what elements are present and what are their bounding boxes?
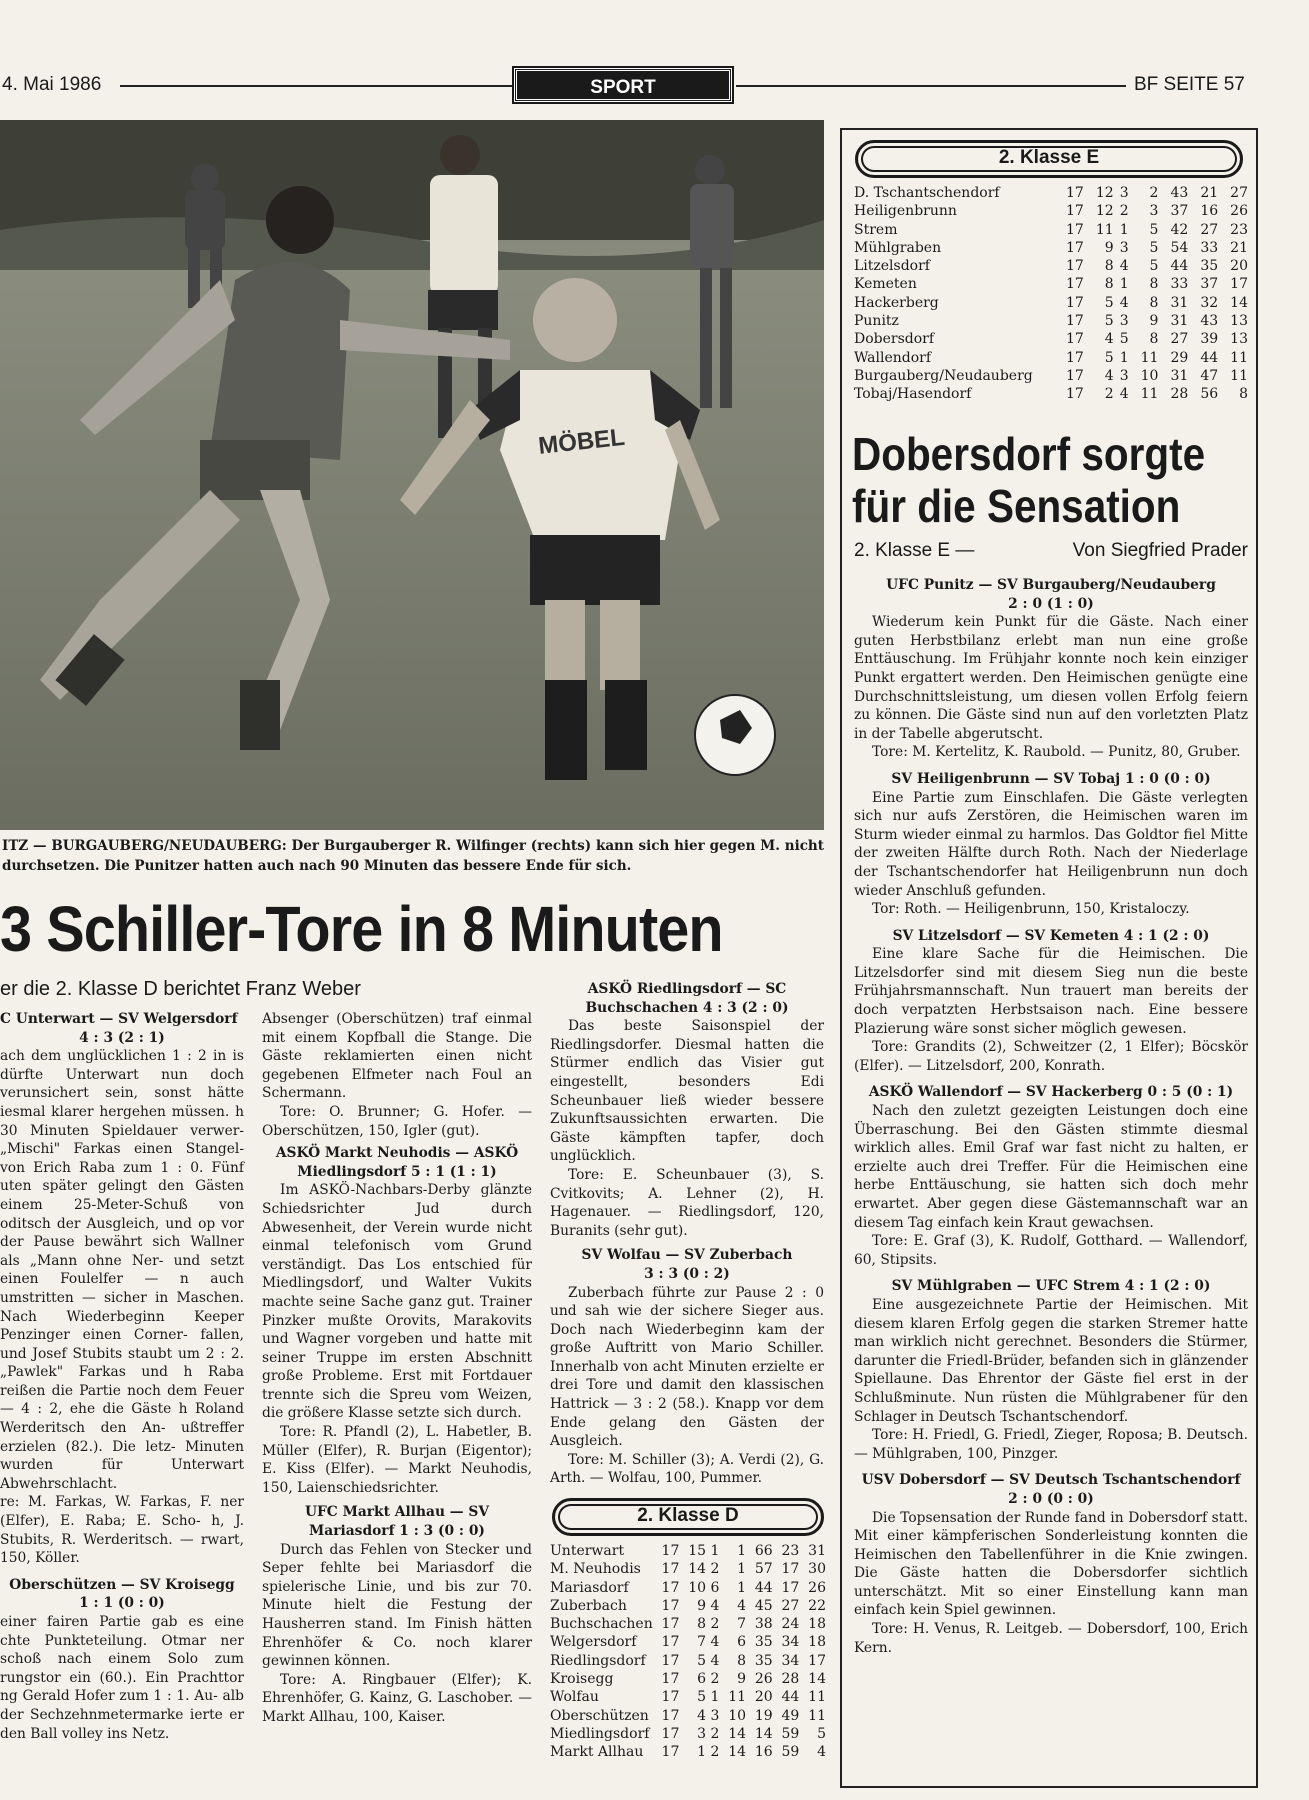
match-score: 1 : 1 (0 : 0) [79,1595,165,1612]
team-stat: 17 [661,1652,680,1669]
team-stat: 27 [1200,221,1219,238]
team-stat: 23 [1230,221,1248,238]
team-stat: 17 [781,1579,800,1596]
team-stat: 44 [754,1579,773,1596]
team-stat: 26 [808,1579,826,1596]
team-stat: 6 [697,1671,707,1688]
team-stat: 17 [1066,294,1084,311]
team-stat: 9 [737,1671,747,1688]
team-stat: 16 [1200,203,1219,220]
team-name: Mühlgraben [854,239,942,256]
team-stat: 17 [781,1561,800,1578]
team-name: Wolfau [550,1689,599,1706]
team-stat: 57 [754,1561,773,1578]
team-stat: 4 [1119,258,1129,275]
team-stat: 10 [688,1579,707,1596]
team-name: Strem [854,221,898,238]
match-score: 4 : 3 (2 : 1) [79,1029,165,1046]
team-stat: 8 [697,1616,707,1633]
team-name: Riedlingsdorf [550,1652,646,1669]
match-scorers: Tore: O. Brunner; G. Hofer. — Oberschützen, 150, Igler (gut). [262,1103,532,1139]
match-report: einer fairen Partie gab es eine chte Punkteteilung. Otmar ner schoß nach einem Solo zum rungstor ein (60.). Ein Prachttor ng Gerald Hofer zum 1 : 1. Au- alb der Sechzehnmetermarke ierte er den Ball volley ins Netz. [0,1614,244,1742]
match-title: SV Heiligenbrunn — SV Tobaj 1 : 0 (0 : 0) [891,770,1211,787]
team-name: Kroisegg [550,1671,614,1688]
team-stat: 2 [1149,185,1159,201]
team-stat: 14 [728,1744,747,1761]
team-name: Miedlingsdorf [550,1725,650,1742]
team-stat: 2 [710,1616,720,1633]
team-stat: 8 [737,1652,747,1669]
team-stat: 8 [1239,386,1248,403]
team-stat: 31 [1170,294,1189,311]
match-scorers: Tore: H. Venus, R. Leitgeb. — Dobersdorf, 100, Erich Kern. [854,1621,1248,1656]
team-stat: 3 [697,1725,707,1742]
header-rule-left [120,85,512,87]
team-stat: 4 [1104,331,1114,348]
team-stat: 17 [1066,221,1084,238]
team-stat: 20 [1230,258,1248,275]
team-stat: 17 [1066,349,1084,366]
team-stat: 17 [1066,185,1084,201]
team-stat: 37 [1170,203,1189,220]
match-scorers: Tore: M. Schiller (3); A. Verdi (2), G. Arth. — Wolfau, 100, Pummer. [550,1451,824,1487]
team-stat: 9 [1104,239,1114,256]
team-stat: 4 [1119,386,1129,403]
team-stat: 34 [781,1634,800,1651]
team-stat: 33 [1200,239,1219,256]
team-stat: 5 [1104,313,1114,330]
team-stat: 11 [1140,349,1159,366]
match-title: USV Dobersdorf — SV Deutsch Tschantschendorf [861,1472,1241,1489]
match-report: Das beste Saisonspiel der Riedlingsdorfer. Diesmal hatten die Stürmer endlich das Visier gut eingestellt, besonders Edi Scheunbauer ließ wieder bessere Zukunftsaussichten erwarten. Die Gäste kämpften tapfer, doch unglücklich. [550,1018,824,1165]
team-stat: 59 [781,1725,800,1742]
page-number: BF SEITE 57 [1134,74,1245,95]
team-stat: 4 [710,1597,720,1614]
team-stat: 4 [1104,367,1114,384]
team-stat: 1 [1119,221,1129,238]
team-name: Markt Allhau [550,1744,644,1761]
team-stat: 39 [1200,331,1219,348]
team-stat: 4 [1119,294,1129,311]
team-stat: 3 [1119,185,1129,201]
team-stat: 17 [661,1543,680,1559]
team-stat: 3 [710,1707,720,1724]
standings-row [550,1743,826,1761]
match-scorers: re: M. Farkas, W. Farkas, F. ner (Elfer), E. Raba; E. Scho- h, J. Stubits, R. Werderitsch. — rwart, 150, Köller. [0,1494,244,1567]
standings-row [854,221,1248,239]
standings-row [854,330,1248,348]
team-name: Mariasdorf [550,1579,629,1596]
team-stat: 12 [1095,203,1114,220]
standings-row [854,349,1248,367]
team-stat: 43 [1200,313,1219,330]
team-stat: 43 [1170,185,1189,201]
team-stat: 1 [1119,349,1129,366]
match-report: Eine Partie zum Einschlafen. Die Gäste verlegten sich nur aufs Zerstören, die Heimischen waren im Sturm wieder einmal zu harmlos. Das Goldtor fiel Mitte der zweiten Hälfte durch Roth. Nach der Niederlage der Tschantschendorfer hat Heiligenbrunn nun doch wieder Anschluß gefunden. [854,789,1248,899]
team-stat: 26 [1230,203,1248,220]
team-stat: 4 [817,1744,826,1761]
team-stat: 1 [737,1561,747,1578]
match-score: 3 : 3 (0 : 2) [644,1265,730,1282]
match-report: Im ASKÖ-Nachbars-Derby glänzte Schiedsrichter Jud durch Abwesenheit, der Verein wurde nicht einmal telefonisch vom Grund verständigt. Das Los entschied für Miedlingsdorf, und Walter Vukits machte seine Sache ganz gut. Trainer Pinzker mußte Orovits, Marakovits und Wagner vorgeben und hatte mit seiner Truppe im ersten Abschnitt große Probleme. Erst mit Fortdauer trennte sich die Spreu vom Weizen, die größere Klasse setzte sich durch. [262,1182,532,1422]
team-stat: 5 [697,1652,707,1669]
team-stat: 3 [1119,313,1129,330]
team-stat: 11 [808,1707,826,1724]
team-stat: 19 [754,1707,773,1724]
standings-row [550,1725,826,1743]
team-stat: 30 [808,1561,826,1578]
team-stat: 1 [697,1744,707,1761]
team-stat: 14 [688,1561,707,1578]
match-scorers: Tor: Roth. — Heiligenbrunn, 150, Kristaloczy. [872,901,1190,918]
standings-row [550,1597,826,1615]
match-title: UFC Punitz — SV Burgauberg/Neudauberg [886,577,1216,593]
team-stat: 17 [661,1579,680,1596]
match-title: UFC Markt Allhau — SV Mariasdorf 1 : 3 (0 : 0) [304,1504,490,1540]
standings-row [854,385,1248,403]
team-stat: 17 [1066,367,1084,384]
team-stat: 5 [817,1725,826,1742]
team-stat: 27 [1230,185,1248,201]
team-stat: 9 [697,1597,707,1614]
team-stat: 16 [754,1744,773,1761]
team-name: Wallendorf [854,349,932,366]
article-column-3 [550,980,824,1488]
match-report: Eine ausgezeichnete Partie der Heimischen. Mit diesem klaren Erfolg gegen die starken Stremer hatte man wirklich nicht gerechnet. Besonders die Stürmer, darunter die Friedl-Brüder, befanden sich in glänzender Spiellaune. Das Ehrentor der Gäste fiel erst in der Schlußminute. Nun rüsten die Mühlgrabener für den Schlager in Deutsch Tschantschendorf. [854,1296,1248,1425]
standings-row [854,202,1248,220]
team-name: Tobaj/Hasendorf [854,386,972,403]
team-name: Dobersdorf [854,331,935,348]
standings-row [854,294,1248,312]
team-stat: 2 [710,1671,720,1688]
team-stat: 56 [1200,386,1219,403]
match-title: ASKÖ Wallendorf — SV Hackerberg 0 : 5 (0 : 1) [868,1084,1234,1101]
team-name: Kemeten [854,276,917,293]
standings-row [550,1633,826,1651]
team-stat: 17 [661,1707,680,1724]
team-stat: 14 [808,1671,826,1688]
standings-row [550,1670,826,1688]
team-stat: 4 [737,1597,747,1614]
standings-row [550,1579,826,1597]
team-stat: 5 [1149,239,1159,256]
match-report: Eine klare Sache für die Heimischen. Die Litzelsdorfer sind mit diesem Sieg nun die beste Frühjahrsmannschaft. Nun trauert man bereits der doch verpatzten Herbstsaison nach. Eine bessere Plazierung wäre sonst sicher möglich gewesen. [854,946,1248,1037]
team-stat: 2 [710,1561,720,1578]
team-stat: 17 [661,1744,680,1761]
team-stat: 28 [1170,386,1189,403]
team-stat: 17 [661,1689,680,1706]
match-scorers: Tore: H. Friedl, G. Friedl, Zieger, Roposa; B. Deutsch. — Mühlgraben, 100, Pinzger. [854,1427,1248,1462]
team-stat: 26 [754,1671,773,1688]
team-stat: 11 [1095,221,1114,238]
match-scorers: Tore: E. Scheunbauer (3), S. Cvitkovits; A. Lehner (2), H. Hagenauer. — Riedlingsdorf, 120, Buranits (sehr gut). [550,1166,824,1239]
team-stat: 13 [1230,331,1248,348]
team-stat: 17 [1066,331,1084,348]
standings-row [854,367,1248,385]
team-stat: 11 [1230,349,1248,366]
team-name: D. Tschantschendorf [854,185,1000,201]
right-byline: 2. Klasse E — Von Siegfried Prader [854,540,1248,561]
article-column-1 [0,1010,244,1743]
team-stat: 47 [1200,367,1219,384]
team-stat: 14 [728,1725,747,1742]
team-stat: 17 [661,1634,680,1651]
svg-text:MÖBEL: MÖBEL [537,423,627,460]
team-stat: 1 [1119,276,1129,293]
team-name: Heiligenbrunn [854,203,957,220]
match-title: SV Mühlgraben — UFC Strem 4 : 1 (2 : 0) [891,1278,1211,1295]
standings-row [550,1615,826,1633]
match-title: ASKÖ Riedlingsdorf — SC Buchschachen 4 : 3 (2 : 0) [585,981,789,1016]
team-stat: 34 [781,1652,800,1669]
match-photo [0,120,824,830]
team-stat: 17 [661,1725,680,1742]
team-stat: 59 [781,1744,800,1761]
team-stat: 13 [1230,313,1248,330]
section-badge: SPORT [514,68,732,102]
standings-table [550,1542,826,1762]
right-headline: Dobersdorf sorgte für die Sensation [852,428,1206,532]
team-stat: 4 [710,1652,720,1669]
team-stat: 42 [1170,221,1189,238]
team-stat: 7 [737,1616,747,1633]
team-stat: 27 [1170,331,1189,348]
match-scorers: Tore: E. Graf (3), K. Rudolf, Gotthard. — Wallendorf, 60, Stipsits. [854,1233,1248,1268]
team-stat: 44 [1170,258,1189,275]
team-stat: 24 [781,1616,800,1633]
team-stat: 17 [661,1561,680,1578]
team-stat: 6 [737,1634,747,1651]
standings-row [550,1560,826,1578]
team-name: Litzelsdorf [854,258,930,275]
match-scorers: Tore: R. Pfandl (2), L. Habetler, B. Müller (Elfer), R. Burjan (Eigentor); E. Kiss (Elfer). — Markt Neuhodis, 150, Laienschiedsrichter. [262,1424,532,1496]
team-stat: 23 [781,1543,800,1559]
team-stat: 5 [1149,258,1159,275]
main-headline: 3 Schiller-Tore in 8 Minuten [0,893,723,965]
team-stat: 5 [697,1689,707,1706]
team-stat: 22 [808,1597,826,1614]
team-stat: 4 [710,1634,720,1651]
match-title: Oberschützen — SV Kroisegg [9,1576,235,1593]
team-stat: 10 [1140,367,1159,384]
team-stat: 32 [1200,294,1219,311]
team-stat: 17 [661,1597,680,1614]
standings-row [854,275,1248,293]
team-name: Burgauberg/Neudauberg [854,367,1033,384]
team-stat: 35 [754,1652,773,1669]
byline: er die 2. Klasse D berichtet Franz Weber [0,978,361,1000]
match-title: C Unterwart — SV Welgersdorf [0,1011,238,1027]
team-stat: 5 [1149,221,1159,238]
team-stat: 3 [1119,367,1129,384]
team-stat: 17 [1066,386,1084,403]
standings-row [550,1652,826,1670]
team-stat: 9 [1149,313,1159,330]
team-name: Unterwart [550,1543,625,1559]
match-scorers: Tore: Grandits (2), Schweitzer (2, 1 Elfer); Böcskör (Elfer). — Litzelsdorf, 200, Konrath. [854,1039,1248,1074]
team-stat: 35 [1200,258,1219,275]
standings-row [550,1688,826,1706]
team-stat: 17 [1066,203,1084,220]
team-stat: 54 [1170,239,1189,256]
match-scorers: Tore: M. Kertelitz, K. Raubold. — Punitz, 80, Gruber. [872,744,1241,761]
team-stat: 20 [754,1689,773,1706]
team-stat: 31 [1170,367,1189,384]
team-stat: 28 [781,1671,800,1688]
team-stat: 17 [661,1616,680,1633]
match-title: SV Wolfau — SV Zuberbach [581,1247,793,1264]
team-stat: 15 [688,1543,707,1559]
team-stat: 38 [754,1616,773,1633]
team-stat: 6 [710,1579,720,1596]
match-report: Durch das Fehlen von Stecker und Seper fehlte bei Mariasdorf die spielerische Linie, und bis zur 70. Minute hielt die Festung der Hausherren stand. Im Finish hätten Ehrenhöfer & Co. noch klarer gewinnen können. [262,1541,532,1670]
team-stat: 5 [1104,294,1114,311]
standings-row [550,1542,826,1560]
match-report: Wiederum kein Punkt für die Gäste. Nach einer guten Herbstbilanz erlebt man nun eine große Enttäuschung. Im Frühjahr konnte noch kein einziger Punkt ergattert werden. Den Heimischen genügte eine Durchschnittsleistung, um diesen vollen Erfolg feiern zu können. Die Gäste sind nun auf den vorletzten Platz in der Tabelle abgerutscht. [854,614,1248,742]
team-stat: 3 [1119,239,1129,256]
team-stat: 11 [1230,367,1248,384]
team-name: Welgersdorf [550,1634,637,1651]
issue-date: 4. Mai 1986 [2,74,102,95]
team-stat: 17 [661,1671,680,1688]
team-stat: 18 [808,1616,826,1633]
team-stat: 7 [697,1634,707,1651]
team-name: Zuberbach [550,1597,627,1614]
match-report: Die Topsensation der Runde fand in Dobersdorf statt. Mit einer kämpferischen Sonderleistung konnten die Heimischen den Tabellenführer in die Knie zwingen. Die Gäste hatten die Dobersdorfer sichtlich unterschätzt. Mit so einer Einstellung kann man einfach kein Spiel gewinnen. [854,1509,1248,1619]
team-stat: 27 [781,1597,800,1614]
football-players-photo [0,120,824,830]
header-rule-right [736,85,1126,87]
standings-title: 2. Klasse D [552,1498,824,1536]
team-stat: 17 [1066,239,1084,256]
team-stat: 37 [1200,276,1219,293]
article-column-4 [854,576,1248,1657]
match-score: 2 : 0 (0 : 0) [1008,1490,1094,1507]
team-name: Buchschachen [550,1616,653,1633]
team-stat: 1 [737,1543,747,1559]
team-stat: 5 [1104,349,1114,366]
team-stat: 2 [1119,203,1129,220]
standings-row [854,257,1248,275]
match-scorers: Tore: A. Ringbauer (Elfer); K. Ehrenhöfer, G. Kainz, G. Laschober. — Markt Allhau, 100, Kaiser. [262,1671,532,1725]
article-column-2 [262,1010,532,1727]
match-report: Absenger (Oberschützen) traf einmal mit einem Kopfball die Stange. Die Gäste reklamierten einen nicht gegebenen Elfmeter nach Foul an Schermann. [262,1011,532,1102]
team-stat: 12 [1095,185,1114,201]
team-stat: 35 [754,1634,773,1651]
team-name: Hackerberg [854,294,939,311]
team-stat: 21 [1230,239,1248,256]
team-stat: 17 [808,1652,826,1669]
team-stat: 8 [1149,331,1159,348]
team-stat: 49 [781,1707,800,1724]
match-report: ach dem unglücklichen 1 : 2 in is dürfte Unterwart nun doch verunsichert sein, sonst hätte iesmal klarer hergehen müssen. h 30 Minuten Spieldauer verwer- „Mischi" Farkas einen Stangel- von Erich Raba zum 1 : 0. Fünf uten später gelingt den Gästen einem 25-Meter-Schuß von oditsch der Ausgleich, und op vor der Pause bewährt sich Wallner als „Mann ohne Ner- und setzt einen Foulelfer — n auch umstritten — sicher in Maschen. Nach Wiederbeginn Keeper Penzinger einen Corner- fallen, und Josef Stubits staubt um 2 : 2. „Pawlek" Farkas und h Raba reißen die Partie noch dem Feuer — 4 : 2, ehe die Gäste h Roland Werderitsch den An- ußtreffer erzielen (82.). Die letz- Minuten wurden für Unterwart Abwehrschlacht. [0,1048,244,1492]
team-stat: 31 [808,1543,826,1559]
standings-row [854,312,1248,330]
standings-row [550,1707,826,1725]
team-stat: 4 [697,1707,707,1724]
team-stat: 29 [1170,349,1189,366]
team-stat: 1 [737,1579,747,1596]
team-stat: 17 [1230,276,1248,293]
match-score: 2 : 0 (1 : 0) [1008,595,1094,612]
team-stat: 1 [710,1689,720,1706]
match-report: Nach den zuletzt gezeigten Leistungen doch eine Überraschung. Bei den Gästen stimmte diesmal wirklich alles. Emil Graf war fast nicht zu halten, er erzielte auch drei Treffer. Für die Heimischen eine herbe Enttäuschung, sie hatten sich doch mehr erwartet. Aber gegen diese Gästemannschaft war an diesem Tag einfach kein Kraut gewachsen. [854,1103,1248,1231]
team-name: Punitz [854,313,899,330]
team-stat: 11 [808,1689,826,1706]
standings-row [854,184,1248,202]
team-stat: 33 [1170,276,1189,293]
team-name: Oberschützen [550,1707,649,1724]
team-stat: 14 [754,1725,773,1742]
team-stat: 18 [808,1634,826,1651]
team-stat: 31 [1170,313,1189,330]
team-stat: 17 [1066,258,1084,275]
team-stat: 5 [1119,331,1129,348]
photo-caption: ITZ — BURGAUBERG/NEUDAUBERG: Der Burgauberger R. Wilfinger (rechts) kann sich hier gegen M. nicht durchsetzen. Die Punitzer hatten auch nach 90 Minuten das bessere Ende für sich. [2,838,824,874]
team-stat: 3 [1149,203,1159,220]
team-stat: 21 [1200,185,1219,201]
standings-klasse-d [550,1488,826,1762]
team-stat: 8 [1104,258,1114,275]
match-report: Zuberbach führte zur Pause 2 : 0 und sah wie der sichere Sieger aus. Doch nach Wiederbeginn kam der große Auftritt von Mario Schiller. Innerhalb von acht Minuten erzielte er drei Tore und damit den klassischen Hattrick — 3 : 2 (58.). Knapp vor dem Ende gelang den Gästen der Ausgleich. [550,1284,824,1450]
standings-table [854,184,1248,404]
standings-row [854,239,1248,257]
match-title: SV Litzelsdorf — SV Kemeten 4 : 1 (2 : 0) [892,927,1210,944]
team-stat: 10 [728,1707,747,1724]
team-stat: 8 [1149,294,1159,311]
team-stat: 44 [781,1689,800,1706]
page-header [0,68,1309,108]
team-stat: 2 [710,1744,720,1761]
team-stat: 8 [1104,276,1114,293]
team-stat: 8 [1149,276,1159,293]
team-stat: 2 [710,1725,720,1742]
team-stat: 2 [1104,386,1114,403]
match-title: ASKÖ Markt Neuhodis — ASKÖ Miedlingsdorf 5 : 1 (1 : 1) [275,1145,519,1180]
team-stat: 17 [1066,313,1084,330]
team-stat: 11 [1140,386,1159,403]
team-stat: 11 [728,1689,747,1706]
team-stat: 44 [1200,349,1219,366]
team-stat: 14 [1230,294,1248,311]
team-stat: 1 [710,1543,720,1559]
team-stat: 45 [754,1597,773,1614]
team-name: M. Neuhodis [550,1561,641,1578]
team-stat: 66 [754,1543,773,1559]
standings-title: 2. Klasse E [855,140,1243,178]
team-stat: 17 [1066,276,1084,293]
